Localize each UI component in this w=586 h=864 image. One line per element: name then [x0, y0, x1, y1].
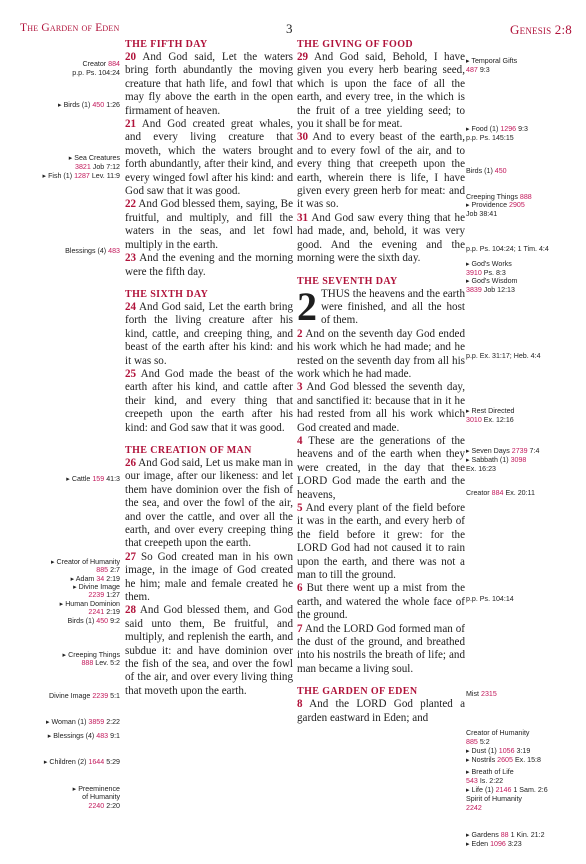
- margin-note: [466, 277, 517, 285]
- verse-text: And the LORD God planted a garden eastward in Eden; and: [297, 698, 465, 724]
- verse-number: 5: [297, 502, 303, 514]
- margin-note: [466, 786, 548, 794]
- page-number: 3: [286, 21, 293, 36]
- verse-number: 23: [125, 252, 137, 265]
- note-reference: 9:2: [110, 617, 120, 625]
- verse-text: And God blessed them, saying, Be fruitful, and multiply, and fill the waters in the seas, and let fowl multiply in the earth.: [125, 198, 293, 251]
- note-strongs-number: 450: [92, 101, 105, 109]
- chapter-number: 2: [297, 283, 317, 329]
- note-strongs-number: 884: [108, 60, 120, 68]
- verse-number: 28: [125, 604, 137, 617]
- margin-note: [81, 659, 120, 667]
- verse-number: 27: [125, 550, 137, 563]
- margin-note: [65, 247, 120, 255]
- section-heading: THE SIXTH DAY: [125, 288, 209, 300]
- verse: [125, 457, 293, 551]
- note-label: Birds (1): [466, 167, 493, 175]
- verse-text: And the LORD God formed man of the dust of the ground, and breathed into his nostrils the breath of life; and man became a living soul.: [297, 622, 465, 675]
- note-reference: 3:23: [507, 840, 522, 848]
- margin-note: [44, 758, 120, 766]
- margin-note: [48, 732, 120, 740]
- verse-text: And on the seventh day God ended his work which he had made; and he rested on the seventh day from all his work which he had made.: [297, 327, 465, 380]
- note-strongs-number: 888: [519, 193, 532, 201]
- note-reference: 1 Kin. 21:2: [510, 831, 545, 839]
- note-label: ▸ Birds (1): [58, 101, 91, 109]
- running-header-left: The Garden of Eden: [20, 22, 120, 34]
- note-label: ▸ Sabbath (1): [466, 456, 509, 464]
- margin-note: [69, 154, 120, 162]
- verse: [125, 51, 293, 118]
- note-reference: 9:3: [479, 66, 490, 74]
- margin-note: [466, 447, 539, 455]
- note-label: ▸ Nostrils: [466, 756, 496, 764]
- note-reference: Ex. 20:11: [505, 489, 535, 497]
- note-label: ▸ God's Works: [466, 260, 512, 268]
- margin-note: [68, 617, 121, 625]
- note-label: Divine Image: [48, 692, 91, 700]
- note-reference: 2:19: [106, 575, 120, 583]
- note-reference: Ex. 12:16: [483, 416, 514, 424]
- note-label: of Humanity: [82, 793, 120, 801]
- verse-text: And God blessed them, and God said unto them, Be fruitful, and multiply, and replenish the earth, and subdue it: and have dominion over the fish of the sea, and over the fowl of the air, and over every living thing that moveth upon the earth.: [125, 604, 293, 697]
- note-label: ▸ God's Wisdom: [466, 277, 518, 285]
- note-label: ▸ Life (1): [466, 786, 494, 794]
- note-reference: Lev. 5:2: [95, 659, 120, 667]
- note-reference: 5:2: [479, 738, 490, 746]
- verse-text: And every plant of the field before it was in the earth, and every herb of the field before it grew: for the LORD God had not caused it to rain upon the earth, and there was not a man to till the ground.: [297, 502, 465, 582]
- verse-number: 3: [297, 381, 303, 394]
- text-column-left: [125, 38, 293, 698]
- running-header-right: Genesis 2:8: [510, 22, 572, 37]
- verse: [297, 623, 465, 677]
- margin-note: [466, 416, 514, 424]
- note-reference: Job 7:12: [92, 163, 120, 171]
- verse-text: And God blessed the seventh day, and sanctified it: because that in it he had rested from all his work which God created and made.: [297, 381, 465, 434]
- note-strongs-number: 884: [491, 489, 504, 497]
- verse: [125, 604, 293, 698]
- note-reference: Job 38:41: [466, 210, 498, 218]
- note-label: Creator: [82, 60, 107, 68]
- note-strongs-number: 3910: [466, 269, 482, 277]
- verse-number: 25: [125, 367, 137, 380]
- note-reference: 3:19: [516, 747, 531, 755]
- note-reference: 2:22: [106, 718, 120, 726]
- margin-note: [46, 718, 120, 726]
- note-reference: 1:26: [106, 101, 120, 109]
- margin-note: [466, 134, 514, 142]
- verse-number: 7: [297, 622, 303, 635]
- verse-text: And God said, Let us make man in our image, after our likeness: and let them have dominion over the fish of the sea, and over the fowl of the air, and over the cattle, and over all the earth, and over every creeping thing that creepeth upon the earth.: [125, 456, 293, 550]
- verse: [125, 368, 293, 435]
- note-strongs-number: 885: [466, 738, 478, 746]
- note-reference: 2:7: [110, 566, 120, 574]
- verse-text: And to every beast of the earth, and to every fowl of the air, and to every thing that creepeth upon the earth, wherein there is life, I have given every green herb for meat: and it was so.: [297, 131, 465, 211]
- verse: [297, 698, 465, 725]
- margin-note: [466, 747, 530, 755]
- verse-number: 31: [297, 211, 309, 224]
- note-label: ▸ Seven Days: [466, 447, 510, 455]
- note-label: p.p. Ps. 104:24; 1 Tim. 4:4: [466, 245, 549, 253]
- margin-note: [58, 101, 120, 109]
- note-label: ▸ Eden: [466, 840, 489, 848]
- note-strongs-number: 483: [96, 732, 109, 740]
- note-strongs-number: 2739: [511, 447, 528, 455]
- verse: [297, 131, 465, 211]
- margin-note: [466, 738, 490, 746]
- verse-number: 26: [125, 456, 137, 469]
- margin-note: [466, 768, 514, 776]
- note-strongs-number: 1296: [500, 125, 517, 133]
- note-strongs-number: 2240: [88, 802, 105, 810]
- margin-note: [88, 802, 120, 810]
- section-heading: THE CREATION OF MAN: [125, 444, 252, 456]
- note-strongs-number: 3098: [510, 456, 527, 464]
- note-label: ▸ Cattle: [66, 475, 91, 483]
- margin-note: [466, 286, 515, 294]
- note-strongs-number: 483: [108, 247, 120, 255]
- note-label: ▸ Providence: [466, 201, 508, 209]
- note-label: ▸ Preeminence: [72, 785, 120, 793]
- note-reference: 5:29: [106, 758, 120, 766]
- margin-note: [466, 210, 497, 218]
- note-label: Birds (1): [67, 617, 95, 625]
- note-label: ▸ Adam: [70, 575, 95, 583]
- verse-number: 8: [297, 698, 303, 711]
- note-label: Creator of Humanity: [466, 729, 530, 737]
- note-strongs-number: 1096: [490, 840, 506, 848]
- note-label: ▸ Rest Directed: [466, 407, 515, 415]
- note-strongs-number: 1287: [74, 172, 90, 180]
- note-reference: Job 12:13: [483, 286, 515, 294]
- note-strongs-number: 2239: [88, 591, 105, 599]
- note-strongs-number: 2242: [466, 804, 482, 812]
- note-reference: 5:1: [110, 692, 120, 700]
- note-strongs-number: 885: [96, 566, 109, 574]
- note-label: Creeping Things: [466, 193, 518, 201]
- note-label: ▸ Fish (1): [42, 172, 73, 180]
- note-label: p.p. Ps. 104:14: [466, 595, 514, 603]
- verse-text: These are the generations of the heavens and of the earth when they were created, in the day that the LORD God made the earth and the heavens,: [297, 434, 465, 501]
- note-label: ▸ Food (1): [466, 125, 499, 133]
- note-label: ▸ Sea Creatures: [68, 154, 120, 162]
- note-strongs-number: 888: [81, 659, 94, 667]
- verse-number: 29: [297, 51, 309, 63]
- note-reference: 9:1: [110, 732, 120, 740]
- note-strongs-number: 3010: [466, 416, 482, 424]
- note-strongs-number: 2605: [497, 756, 513, 764]
- note-strongs-number: 2905: [509, 201, 525, 209]
- margin-note: [466, 729, 529, 737]
- note-label: p.p. Ps. 145:15: [466, 134, 514, 142]
- verse: [125, 301, 293, 368]
- note-label: ▸ Gardens: [466, 831, 499, 839]
- verse: [297, 435, 465, 502]
- note-strongs-number: 543: [466, 777, 478, 785]
- margin-note: [466, 201, 525, 209]
- verse-number: 21: [125, 118, 137, 131]
- margin-note: [466, 804, 482, 812]
- margin-note: [49, 692, 120, 700]
- margin-note: [466, 407, 515, 415]
- note-reference: 1:27: [106, 591, 120, 599]
- margin-note: [83, 60, 120, 68]
- verse: [297, 502, 465, 582]
- note-reference: Lev. 11:9: [91, 172, 120, 180]
- margin-note: [466, 756, 541, 764]
- verse-number: 22: [125, 198, 137, 211]
- note-strongs-number: 34: [96, 575, 105, 583]
- note-label: ▸ Blessings (4): [47, 732, 95, 740]
- verse: [125, 198, 293, 252]
- note-label: ▸ Creeping Things: [62, 651, 120, 659]
- verse-text: And God said, Behold, I have given you every herb bearing seed, which is upon the face of all the earth, and every tree, in the which is the fruit of a tree yielding seed; to you it shall be for meat.: [297, 51, 465, 131]
- note-strongs-number: 3821: [75, 163, 91, 171]
- verse-number: 4: [297, 434, 303, 447]
- margin-note: [466, 489, 535, 497]
- margin-note: [466, 245, 549, 253]
- note-label: Blessings (4): [65, 247, 107, 255]
- note-strongs-number: 159: [92, 475, 105, 483]
- verse: [125, 551, 293, 605]
- margin-note: [72, 69, 120, 77]
- margin-note: [466, 465, 496, 473]
- verse-text: And God made the beast of the earth after his kind, and cattle after their kind, and every thing that creepeth upon the earth after his kind: and God saw that it was good.: [125, 367, 293, 434]
- note-strongs-number: 450: [494, 167, 507, 175]
- verse: [125, 252, 293, 279]
- note-label: ▸ Breath of Life: [466, 768, 514, 776]
- verse-text: And God created great whales, and every living creature that moveth, which the waters brought forth abundantly, after their kind, and every winged fowl after his kind: and God saw that it was good.: [125, 118, 293, 198]
- margin-note: [466, 690, 497, 698]
- section-heading: THE SEVENTH DAY: [297, 275, 398, 287]
- chapter-opening: [297, 283, 465, 329]
- note-reference: 2:20: [106, 802, 120, 810]
- note-label: ▸ Divine Image: [73, 583, 120, 591]
- margin-note: [466, 595, 514, 603]
- note-strongs-number: 2241: [88, 608, 105, 616]
- margin-note: [43, 172, 120, 180]
- note-label: ▸ Temporal Gifts: [466, 57, 518, 65]
- margin-note: [466, 57, 517, 65]
- margin-note: [466, 777, 503, 785]
- note-label: Creator: [466, 489, 490, 497]
- margin-note: [466, 167, 507, 175]
- margin-note: [466, 352, 541, 360]
- note-reference: Ex. 15:8: [514, 756, 541, 764]
- margin-note: [466, 456, 526, 464]
- margin-note: [88, 591, 120, 599]
- verse-number: 30: [297, 131, 309, 144]
- verse-text: But there went up a mist from the earth, and watered the whole face of the ground.: [297, 582, 465, 622]
- margin-note: [75, 163, 120, 171]
- note-strongs-number: 1056: [498, 747, 515, 755]
- note-label: ▸ Children (2): [43, 758, 87, 766]
- note-strongs-number: 3839: [466, 286, 482, 294]
- margin-note: [466, 125, 528, 133]
- verse: [297, 212, 465, 266]
- verse-text: So God created man in his own image, in the image of God created he him; male and female created he them.: [125, 550, 293, 604]
- verse-text: And the evening and the morning were the fifth day.: [125, 252, 293, 278]
- margin-note: [466, 795, 522, 803]
- note-reference: 7:4: [529, 447, 540, 455]
- verse: [297, 582, 465, 622]
- verse-number: 20: [125, 51, 137, 63]
- section-heading: THE FIFTH DAY: [125, 39, 208, 50]
- note-strongs-number: 1644: [88, 758, 105, 766]
- verse: [297, 381, 465, 435]
- note-reference: Ex. 16:23: [466, 465, 496, 473]
- margin-note: [82, 793, 120, 801]
- note-label: ▸ Woman (1): [45, 718, 87, 726]
- margin-note: [466, 66, 490, 74]
- text-column-right: [297, 38, 465, 725]
- note-label: p.p. Ex. 31:17; Heb. 4:4: [466, 352, 541, 360]
- note-reference: Is. 2:22: [479, 777, 504, 785]
- note-reference: 2:19: [106, 608, 120, 616]
- verse: [297, 51, 465, 131]
- note-reference: 1 Sam. 2:6: [513, 786, 548, 794]
- margin-note: [96, 566, 120, 574]
- margin-note: [88, 608, 120, 616]
- verse-number: 2: [297, 327, 303, 340]
- note-reference: Ps. 8:3: [483, 269, 506, 277]
- note-strongs-number: 487: [466, 66, 478, 74]
- note-reference: 9:3: [518, 125, 528, 133]
- verse-text: And God said, Let the earth bring forth the living creature after his kind, cattle, and creeping thing, and beast of the earth after his kind: and it was so.: [125, 300, 293, 367]
- section-heading: THE GIVING OF FOOD: [297, 39, 414, 50]
- verse-text: And God said, Let the waters bring forth abundantly the moving creature that hath life, and fowl that may fly above the earth in the open firmament of heaven.: [125, 51, 293, 117]
- note-label: Mist: [466, 690, 480, 698]
- note-reference: 41:3: [106, 475, 120, 483]
- margin-note: [466, 831, 545, 839]
- margin-note: [66, 475, 120, 483]
- verse: [125, 118, 293, 198]
- note-label: ▸ Dust (1): [466, 747, 497, 755]
- note-strongs-number: 3859: [88, 718, 105, 726]
- note-label: ▸ Human Dominion: [59, 600, 120, 608]
- note-label: ▸ Creator of Humanity: [50, 558, 120, 566]
- verse-number: 24: [125, 300, 137, 313]
- verse-text: And God saw every thing that he had made, and, behold, it was very good. And the evening and the morning were the sixth day.: [297, 211, 465, 265]
- note-strongs-number: 2315: [481, 690, 497, 698]
- margin-note: [466, 260, 512, 268]
- note-strongs-number: 450: [96, 617, 109, 625]
- section-heading: THE GARDEN OF EDEN: [297, 686, 418, 698]
- note-label: p.p. Ps. 104:24: [72, 69, 120, 77]
- margin-note: [466, 840, 522, 848]
- verse-text: THUS the heavens and the earth were finished, and all the host of them.: [321, 287, 465, 327]
- note-strongs-number: 2146: [495, 786, 512, 794]
- note-label: Spirit of Humanity: [466, 795, 522, 803]
- verse-number: 6: [297, 582, 303, 595]
- note-strongs-number: 2239: [92, 692, 109, 700]
- verse: [297, 328, 465, 382]
- note-strongs-number: 88: [500, 831, 509, 839]
